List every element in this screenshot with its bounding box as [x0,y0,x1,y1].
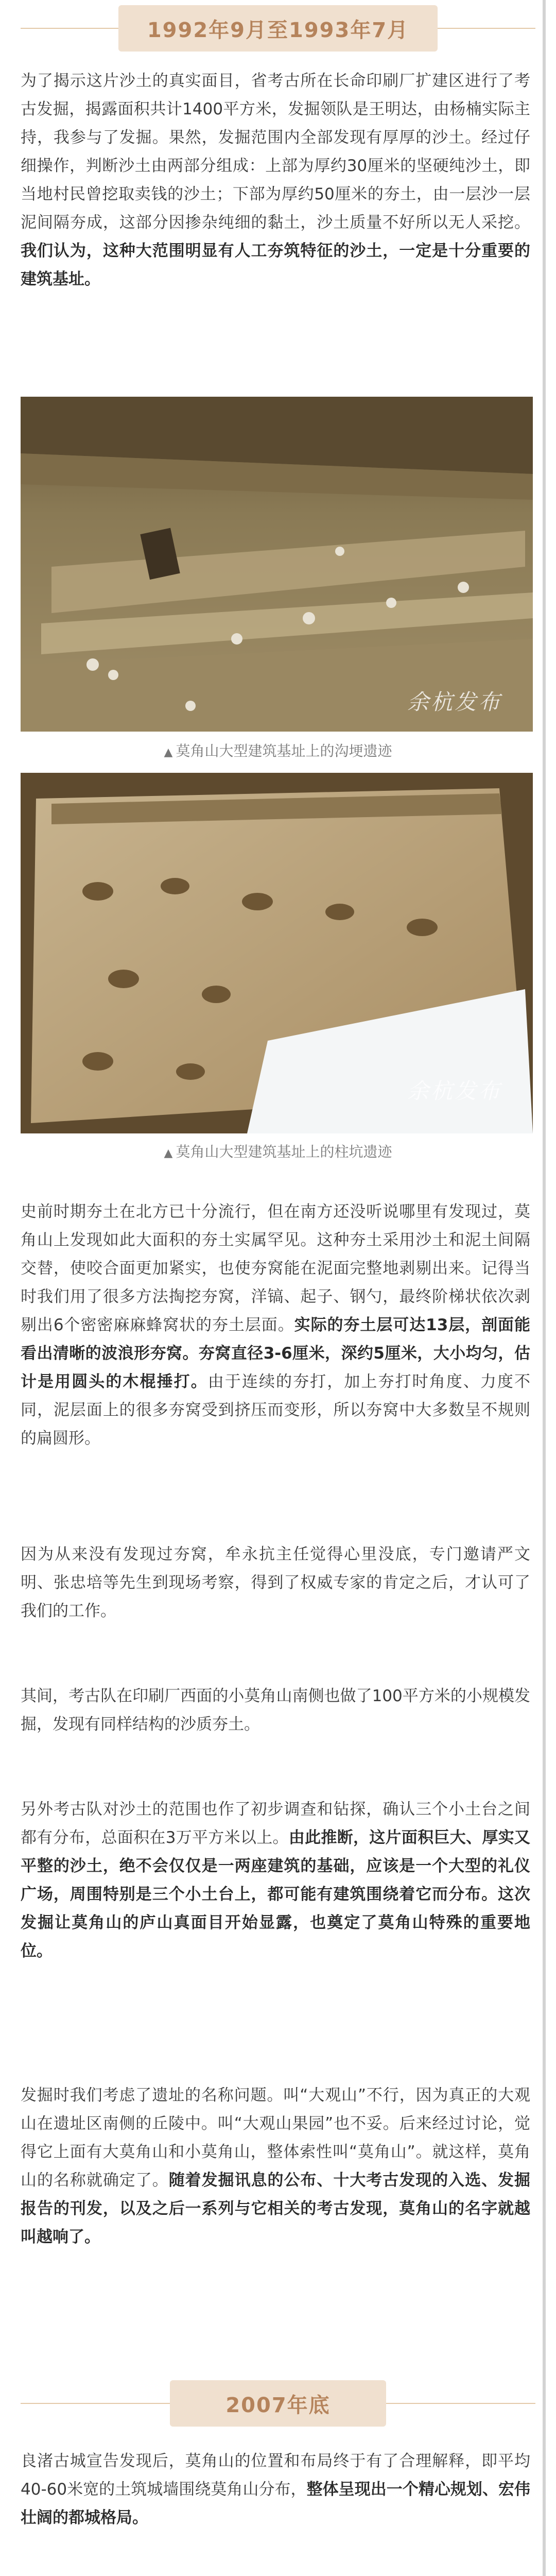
section-title: 2007年底 [225,2393,331,2417]
section-header-1992 [21,5,535,52]
paragraph-text: 良渚古城宣告发现后，莫角山的位置和布局终于有了合理解释，即平均40-60米宽的土筑城墙围绕莫角山分布， [21,2452,530,2499]
paragraph-survey [21,1795,530,1965]
section-title: 1992年9月至1993年7月 [147,18,409,42]
watermark: 余杭发布 [407,689,502,715]
paragraph-text-continued: 由于连续的夯打，加上夯打时角度、力度不同，泥层面上的很多夯窝受到挤压而变形，所以夯窝中大多数呈不规则的扁圆形。 [21,1372,531,1448]
watermark: 余杭发布 [407,1078,502,1104]
paragraph-excavation-intro [21,67,530,294]
paragraph-emphasis: 由此推断，这片面积巨大、厚实又平整的沙土，绝不会仅仅是一两座建筑的基础，应该是一个大型的礼仪广场，周围特别是三个小土台上，都可能有建筑围绕着它而分布。这次发掘让莫角山的庐山真面目开始显露，也奠定了莫角山特殊的重要地位。 [21,1828,530,1960]
paragraph-rammed-earth [21,1198,530,1453]
header-left-line [21,28,118,29]
paragraph-text: 史前时期夯土在北方已十分流行，但在南方还没听说哪里有发现过，莫角山上发现如此大面积的夯土实属罕见。这种夯土采用沙土和泥土间隔交替，使咬合面更加紧实，也使夯窝能在泥面完整地剥剔出来。记得当时我们用了很多方法掏挖夯窝，洋镐、起子、钢勺，最终阶梯状依次剥剔出6个密密麻麻蜂窝状的夯土层面。 [21,1202,530,1334]
triangle-up-icon: ▲ [164,1147,173,1160]
paragraph-emphasis: 实际的夯土层可达13层，剖面能看出清晰的波浪形夯窝。夯窝直径3-6厘米，深约5厘米，大小均匀，估计是用圆头的木棍捶打。 [21,1316,530,1391]
header-right-line [386,2403,535,2404]
photo-terrace-reconstruction [21,2571,533,2576]
paragraph-text: 发掘时我们考虑了遗址的名称问题。叫“大观山”不行，因为真正的大观山在遗址区南侧的丘陵中。叫“大观山果园”也不妥。后来经过讨论，觉得它上面有大莫角山和小莫角山，整体索性叫“莫角山”。就这样，莫角山的名称就确定了。 [21,2086,530,2190]
scroll-edge-rule [543,0,546,2576]
photo-caption-1 [0,740,556,760]
header-right-line [438,28,535,29]
photo-postholes [21,773,533,1133]
paragraph-emphasis: 我们认为，这种大范围明显有人工夯筑特征的沙土，一定是十分重要的建筑基址。 [21,242,530,289]
paragraph-text: 另外考古队对沙土的范围也作了初步调查和钻探，确认三个小土台之间都有分布，总面积在3万平方米以上。 [21,1800,530,1847]
paragraph-expert-review [21,1540,530,1625]
header-banner [170,2380,386,2427]
section-header-2007 [21,2380,535,2427]
paragraph-text: 为了揭示这片沙土的真实面目，省考古所在长命印刷厂扩建区进行了考古发掘，揭露面积共计1400平方米，发掘领队是王明达，由杨楠实际主持，我参与了发掘。果然，发掘范围内全部发现有厚厚的沙土。经过仔细操作，判断沙土由两部分组成：上部为厚约30厘米的坚硬纯沙土，即当地村民曾挖取卖钱的沙土；下部为厚约50厘米的夯土，由一层沙一层泥间隔夯成，这部分因掺杂纯细的黏土，沙土质量不好所以无人采挖。 [21,72,530,232]
paragraph-ancient-city [21,2447,530,2532]
paragraph-text: 其间，考古队在印刷厂西面的小莫角山南侧也做了100平方米的小规模发掘，发现有同样结构的沙质夯土。 [21,1687,530,1734]
photo-trench-remains [21,397,533,732]
triangle-up-icon: ▲ [164,746,173,759]
header-left-line [21,2403,170,2404]
paragraph-text: 因为从来没有发现过夯窝，牟永抗主任觉得心里没底，专门邀请严文明、张忠培等先生到现场考察，得到了权威专家的肯定之后，才认可了我们的工作。 [21,1545,530,1620]
caption-text: 莫角山大型建筑基址上的柱坑遗迹 [176,1143,392,1160]
header-banner [118,5,438,52]
paragraph-emphasis: 随着发掘讯息的公布、十大考古发现的入选、发掘报告的刊发，以及之后一系列与它相关的考古发现，莫角山的名字就越叫越响了。 [21,2171,531,2246]
caption-text: 莫角山大型建筑基址上的沟埂遗迹 [176,742,392,759]
paragraph-site-name [21,2081,530,2251]
photo-caption-2 [0,1141,556,1161]
paragraph-emphasis: 整体呈现出一个精心规划、宏伟壮阔的都城格局。 [21,2480,531,2527]
paragraph-small-mojiao [21,1682,530,1739]
